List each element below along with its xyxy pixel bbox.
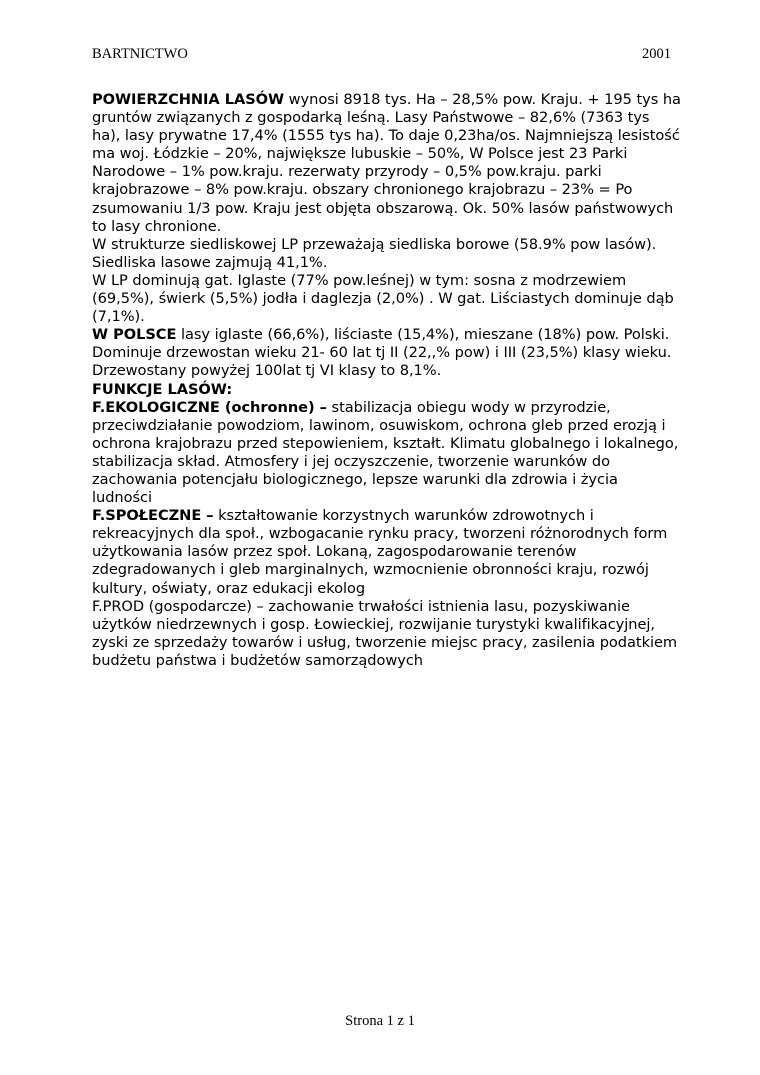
poland-text: lasy iglaste (66,6%), liściaste (15,4%), mieszane (18%) pow. Polski. Dominuje drzewostan wieku 21- 60 lat tj II (22,,% pow) i III (23,5%) klasy wieku. Drzewostany powyżej 100lat tj VI klasy to 8,1%. (92, 326, 672, 380)
term-ecological: F.EKOLOGICZNE (ochronne) – (92, 398, 327, 416)
paragraph-poland (92, 326, 682, 380)
page-header (92, 46, 671, 66)
paragraph-habitat: W strukturze siedliskowej LP przeważają siedliska borowe (58.9% pow lasów). Siedliska lasowe zajmują 41,1%. (92, 235, 657, 271)
paragraph-ecological (92, 399, 682, 508)
page-number: Strona 1 z 1 (345, 1013, 415, 1029)
document-title: BARTNICTWO (92, 46, 188, 62)
paragraph-forest-area (92, 91, 682, 236)
term-social: F.SPOŁECZNE – (92, 507, 214, 525)
heading-forest-functions (92, 381, 682, 399)
ecological-text: stabilizacja obiegu wody w przyrodzie, przeciwdziałanie powodziom, lawinom, osuwiskom, ochrona gleb przed erozją i ochrona krajobrazu przed stepowieniem, kształt. Klimatu globalnego i lokalnego, stabilizacja skład. Atmosfery i jej oczyszczenie, tworzenie warunków do zachowania potencjału biologicznego, lepsze warunki dla zdrowia i życia ludności (92, 398, 679, 507)
term-poland: W POLSCE (92, 326, 177, 344)
term-forest-area: POWIERZCHNIA LASÓW (92, 91, 285, 108)
forest-area-text: wynosi 8918 tys. Ha – 28,5% pow. Kraju. + 195 tys ha gruntów związanych z gospodarką leśną. Lasy Państwowe – 82,6% (7363 tys ha), lasy prywatne 17,4% (1555 tys ha). To daje 0,23ha/os. Najmniejszą lesistość ma woj. Łódzkie – 20%, największe lubuskie – 50%, W Polsce jest 23 Parki Narodowe – 1% pow.kraju. rezerwaty przyrody – 0,5% pow.kraju. parki krajobrazowe – 8% pow.kraju. obszary chronionego krajobrazu – 23% = Po zsumowaniu 1/3 pow. Kraju jest objęta obszarową. Ok. 50% lasów państwowych to lasy chronione. (92, 91, 681, 235)
document-year: 2001 (642, 46, 671, 62)
paragraph-social (92, 507, 682, 597)
paragraph-production: F.PROD (gospodarcze) – zachowanie trwałości istnienia lasu, pozyskiwanie użytków niedrzewnych i gosp. Łowieckiej, rozwijanie turystyki kwalifikacyjnej, zyski ze sprzedaży towarów i usług, tworzenie miejsc pracy, zasilenia podatkiem budżetu państwa i budżetów samorządowych (92, 597, 678, 669)
social-text: kształtowanie korzystnych warunków zdrowotnych i rekreacyjnych dla społ., wzbogacanie rynku pracy, tworzeni różnorodnych form użytkowania lasów przez społ. Lokaną, zagospodarowanie terenów zdegradowanych i gleb marginalnych, wzmocnienie obronności kraju, rozwój kultury, oświaty, oraz edukacji ekolog (92, 507, 668, 597)
document-body (92, 91, 682, 670)
functions-heading-text: FUNKCJE LASÓW: (92, 380, 233, 398)
paragraph-species: W LP dominują gat. Iglaste (77% pow.leśnej) w tym: sosna z modrzewiem (69,5%), świerk (5,5%) jodła i daglezja (2,0%) . W gat. Liściastych dominuje dąb (7,1%). (92, 271, 674, 326)
